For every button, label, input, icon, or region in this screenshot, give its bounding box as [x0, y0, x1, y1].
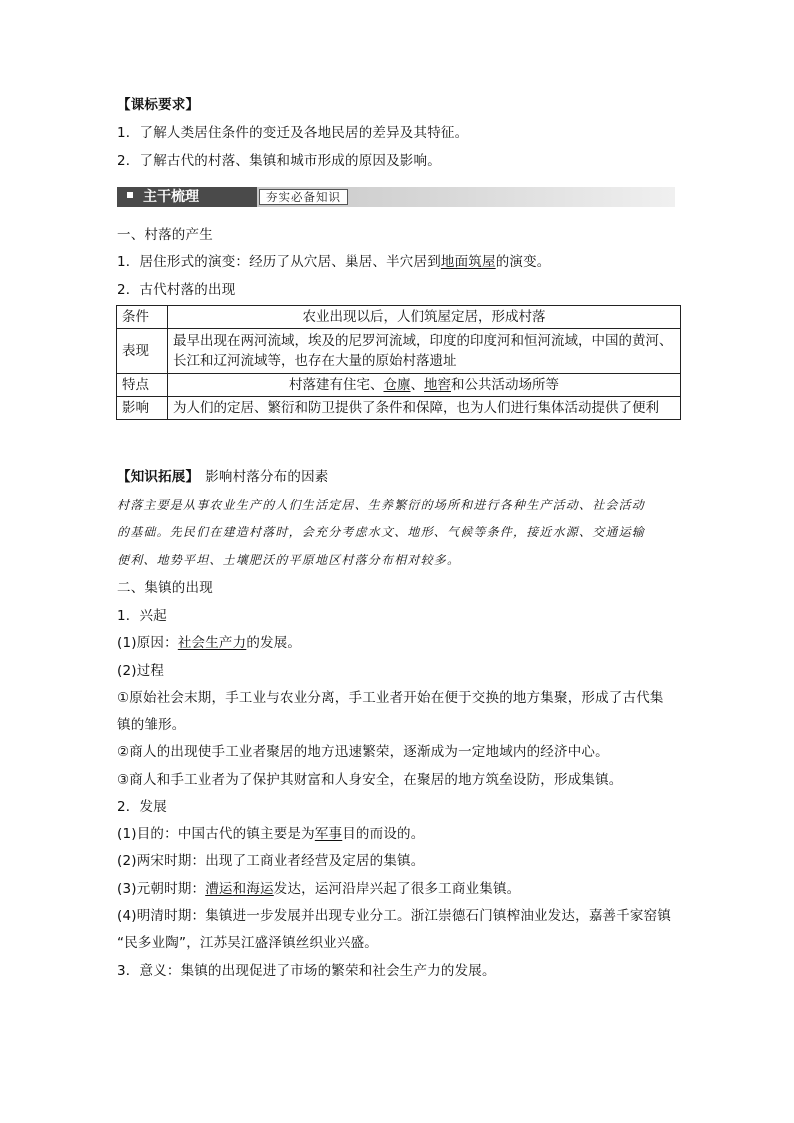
develop-1-suffix: 目的而设的。	[342, 826, 425, 842]
table-row	[117, 329, 681, 374]
develop-2: (2)两宋时期：出现了工商业者经营及定居的集镇。	[117, 853, 425, 869]
section2-title: 二、集镇的出现	[117, 580, 213, 596]
row-label: 影响	[117, 397, 168, 420]
section2-process: (2)过程	[117, 663, 165, 679]
standards-heading: 【课标要求】	[117, 97, 200, 113]
section1-item-1	[117, 253, 551, 271]
row-label: 特点	[117, 374, 168, 397]
item1-underlined: 地面筑屋	[440, 254, 496, 270]
item1-prefix: 1．居住形式的演变：经历了从穴居、巢居、半穴居到	[117, 254, 441, 270]
develop-4-line-2: “民多业陶”，江苏吴江盛泽镇丝织业兴盛。	[117, 935, 378, 951]
table-row	[117, 374, 681, 397]
extension-line-2: 的基础。先民们在建造村落时，会充分考虑水文、地形、气候等条件，接近水源、交通运输	[117, 525, 646, 539]
banner-title	[117, 187, 257, 207]
item1-suffix: 的演变。	[495, 254, 551, 270]
section2-reason	[117, 634, 301, 652]
row-text	[168, 374, 681, 397]
row-text-suffix: 和公共活动场所等	[451, 377, 559, 393]
section2-meaning: 3．意义：集镇的出现促进了市场的繁荣和社会生产力的发展。	[117, 963, 496, 979]
extension-heading	[117, 468, 329, 486]
develop-1-prefix: (1)目的：中国古代的镇主要是为	[117, 826, 315, 842]
process-3: ③商人和手工业者为了保护其财富和人身安全，在聚居的地方筑垒设防，形成集镇。	[117, 772, 623, 788]
standards-item-2: 2．了解古代的村落、集镇和城市形成的原因及影响。	[117, 153, 441, 169]
process-2: ②商人的出现使手工业者聚居的地方迅速繁荣，逐渐成为一定地域内的经济中心。	[117, 744, 609, 760]
banner-tag: 夯实必备知识	[259, 189, 348, 205]
extension-line-1: 村落主要是从事农业生产的人们生活定居、生养繁衍的场所和进行各种生产活动、社会活动	[117, 498, 646, 512]
extension-heading-label: 【知识拓展】	[117, 469, 200, 485]
table-row	[117, 397, 681, 420]
section2-sub1: 1．兴起	[117, 608, 167, 624]
develop-3-prefix: (3)元朝时期：	[117, 881, 206, 897]
section2-sub2: 2．发展	[117, 799, 167, 815]
develop-3-underlined-2: 海运	[246, 881, 274, 897]
village-table	[116, 305, 681, 420]
row-label: 条件	[117, 306, 168, 329]
reason-suffix: 的发展。	[246, 635, 302, 651]
row-text: 为人们的定居、繁衍和防卫提供了条件和保障，也为人们进行集体活动提供了便利	[168, 397, 681, 420]
section-banner	[117, 187, 675, 207]
extension-line-3: 便利、地势平坦、土壤肥沃的平原地区村落分布相对较多。	[117, 553, 461, 567]
process-1-line-1: ①原始社会末期，手工业与农业分离，手工业者开始在便于交换的地方集聚，形成了古代集	[117, 690, 664, 706]
develop-3-underlined-1: 漕运	[205, 881, 233, 897]
row-text-underlined-1: 仓廪	[383, 377, 411, 393]
table-row	[117, 306, 681, 329]
row-text: 农业出现以后，人们筑屋定居，形成村落	[168, 306, 681, 329]
section1-item-2: 2．古代村落的出现	[117, 282, 236, 298]
standards-item-1: 1．了解人类居住条件的变迁及各地民居的差异及其特征。	[117, 125, 469, 141]
row-text-separator: 、	[410, 377, 424, 393]
develop-4-line-1: (4)明清时期：集镇进一步发展并出现专业分工。浙江崇德石门镇榨油业发达，嘉善千家窑镇	[117, 908, 672, 924]
reason-prefix: (1)原因：	[117, 635, 178, 651]
section1-title: 一、村落的产生	[117, 227, 213, 243]
reason-underlined: 社会生产力	[177, 635, 247, 651]
develop-3-suffix: 发达，运河沿岸兴起了很多工商业集镇。	[273, 881, 521, 897]
develop-1-underlined: 军事	[314, 826, 343, 842]
square-bullet-icon	[127, 192, 133, 198]
row-text-prefix: 村落建有住宅、	[289, 377, 384, 393]
row-text: 最早出现在两河流域，埃及的尼罗河流域，印度的印度河和恒河流域，中国的黄河、长江和辽河流域等，也存在大量的原始村落遗址	[168, 329, 681, 374]
develop-3	[117, 880, 520, 898]
develop-1	[117, 825, 424, 843]
banner-title-text: 主干梳理	[143, 189, 199, 205]
develop-3-mid: 和	[232, 881, 247, 897]
extension-title: 影响村落分布的因素	[205, 469, 329, 485]
process-1-line-2: 镇的雏形。	[117, 717, 186, 733]
row-label: 表现	[117, 329, 168, 374]
row-text-underlined-2: 地窖	[424, 377, 451, 393]
